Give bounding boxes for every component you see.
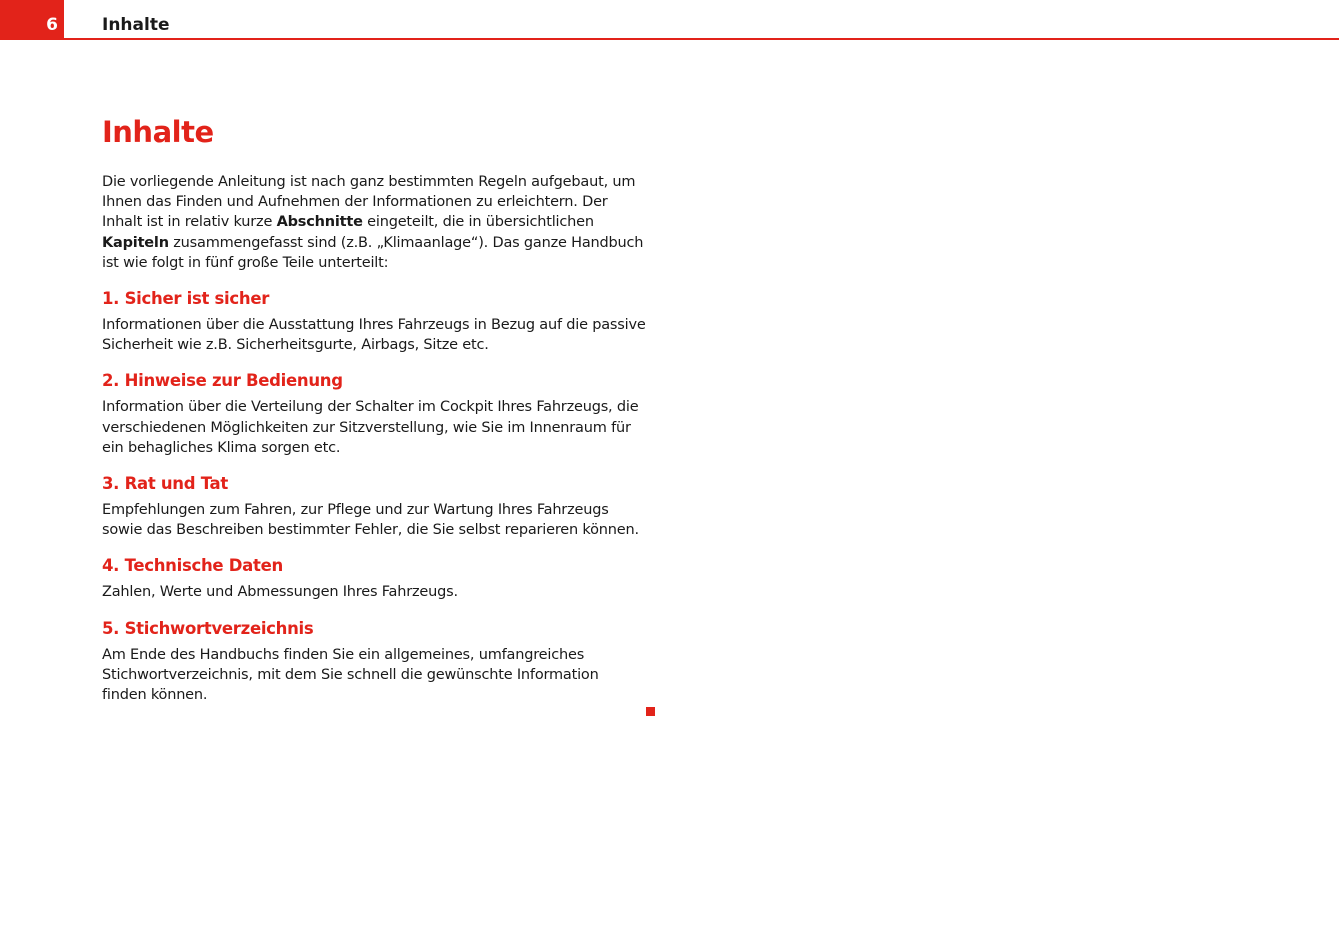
header-title: Inhalte bbox=[102, 15, 170, 35]
section-text: Zahlen, Werte und Abmessungen Ihres Fahrzeugs. bbox=[102, 584, 458, 601]
section-heading: 1. Sicher ist sicher bbox=[102, 289, 270, 309]
intro-bold-abschnitte: Abschnitte bbox=[276, 214, 363, 231]
header-divider bbox=[64, 38, 1339, 40]
intro-text-2: eingeteilt, die in übersichtlichen bbox=[362, 214, 594, 231]
intro-text-3: zusammengefasst sind (z.B. „Klimaanlage“). Das ganze Handbuch ist wie folgt in fünf große Teile unterteilt: bbox=[102, 234, 644, 271]
section-heading: 3. Rat und Tat bbox=[102, 474, 228, 494]
section-text: Informationen über die Ausstattung Ihres Fahrzeugs in Bezug auf die passive Sicherheit wie z.B. Sicherheitsgurte, Airbags, Sitze etc. bbox=[102, 317, 646, 354]
page-header bbox=[0, 0, 1339, 42]
section-heading: 4. Technische Daten bbox=[102, 556, 283, 576]
intro-text-1: Die vorliegende Anleitung ist nach ganz bestimmten Regeln aufgebaut, um Ihnen das Finden und Aufnehmen der Informationen zu erleichtern. Der Inhalt ist in relativ kurze bbox=[102, 174, 636, 231]
main-content bbox=[102, 112, 647, 705]
intro-paragraph bbox=[102, 172, 647, 273]
section-heading: 2. Hinweise zur Bedienung bbox=[102, 371, 343, 391]
page-number: 6 bbox=[0, 0, 64, 40]
end-marker-icon bbox=[646, 707, 655, 716]
section-text: Empfehlungen zum Fahren, zur Pflege und zur Wartung Ihres Fahrzeugs sowie das Beschreiben bestimmter Fehler, die Sie selbst reparieren können. bbox=[102, 502, 639, 539]
section-text: Information über die Verteilung der Schalter im Cockpit Ihres Fahrzeugs, die verschiedenen Möglichkeiten zur Sitzverstellung, wie Sie im Innenraum für ein behagliches Klima sorgen etc. bbox=[102, 399, 639, 456]
intro-bold-kapiteln: Kapiteln bbox=[102, 234, 169, 251]
section-heading: 5. Stichwortverzeichnis bbox=[102, 618, 314, 638]
section-text: Am Ende des Handbuchs finden Sie ein allgemeines, umfangreiches Stichwortverzeichnis, mit dem Sie schnell die gewünschte Information finden können. bbox=[102, 646, 599, 704]
page-title: Inhalte bbox=[102, 115, 214, 149]
